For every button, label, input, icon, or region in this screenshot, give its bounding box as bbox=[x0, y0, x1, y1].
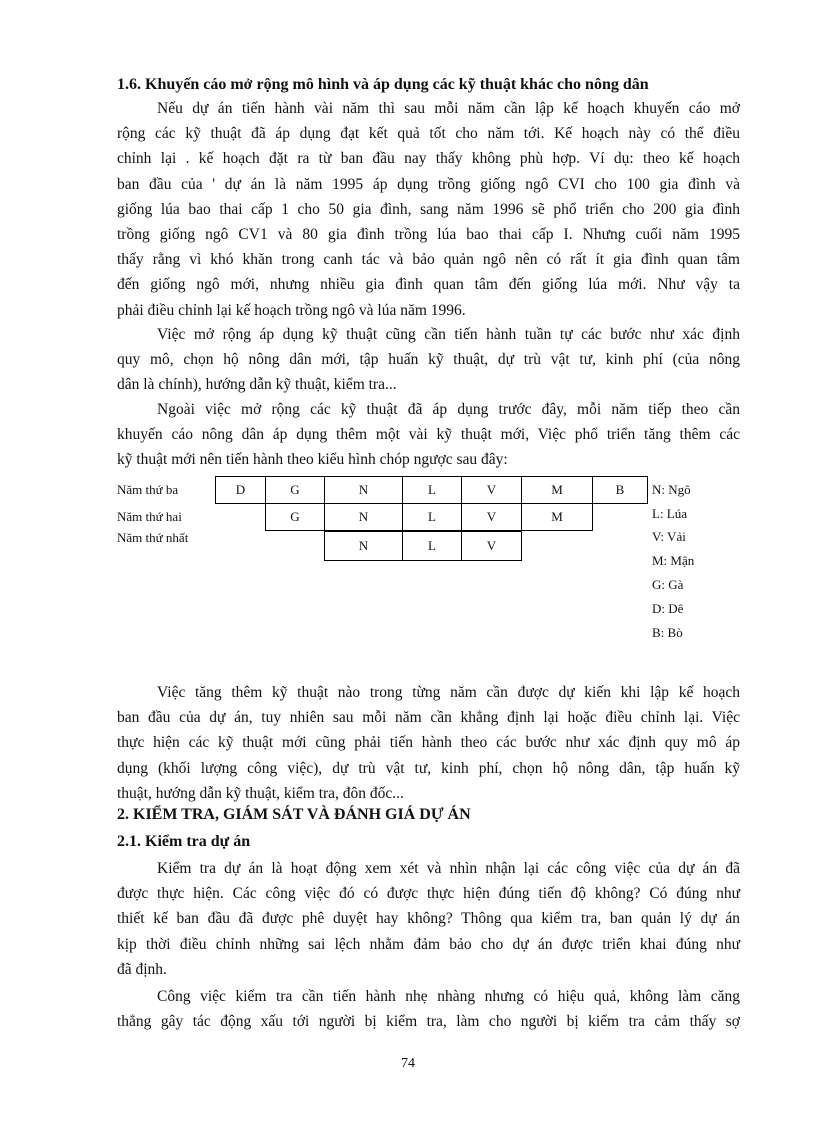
text-line: Công việc kiểm tra cần tiến hành nhẹ nhàng nhưng có hiệu quả, không làm căng bbox=[157, 988, 740, 1005]
legend-item: M: Mận bbox=[652, 553, 695, 568]
pyramid-cell: G bbox=[265, 476, 325, 504]
text-line: Việc mở rộng áp dụng kỹ thuật cũng cần tiến hành tuần tự các bước như xác định bbox=[157, 326, 740, 343]
text-line: Việc tăng thêm kỹ thuật nào trong từng năm cần được dự kiến khi lập kế hoạch bbox=[157, 684, 740, 701]
text-line: kịp thời điều chỉnh những sai lệch nhằm đảm bảo cho dự án được triển khai đúng như bbox=[117, 935, 740, 953]
pyramid-cell: V bbox=[461, 503, 522, 531]
text-line: ban đầu của dự án, tuy nhiên sau mỗi năm cần khẳng định lại hoặc điều chỉnh lại. Việc bbox=[117, 709, 740, 727]
text-line: chỉnh lại . kế hoạch đặt ra từ ban đầu nay thấy không phù hợp. Ví dụ: theo kế hoạch bbox=[117, 150, 740, 168]
section-1-6-paragraph-1 bbox=[117, 96, 740, 323]
legend-item: G: Gà bbox=[652, 577, 684, 592]
legend-item: D: Dê bbox=[652, 601, 684, 616]
legend-item: V: Vải bbox=[652, 529, 686, 544]
text-line: đến giống ngô mới, nhưng nhiều gia đình quan tâm đến giống lúa mới. Như vậy ta bbox=[117, 276, 740, 294]
text-line: Ngoài việc mở rộng các kỹ thuật đã áp dụng trước đây, mỗi năm tiếp theo cần bbox=[157, 401, 740, 418]
section-2-1-paragraph-2 bbox=[117, 984, 740, 1034]
pyramid-cell: V bbox=[461, 476, 522, 504]
text-line: trồng giống ngô CV1 và 80 gia đình trồng lúa bao thai cấp I. Nhưng cuối năm 1995 bbox=[117, 225, 740, 243]
text-line: giống lúa bao thai cấp 1 cho 50 gia đình, sang năm 1996 sẽ phổ triển cho 200 gia đình bbox=[117, 200, 740, 218]
pyramid-row-label: Năm thứ hai bbox=[117, 509, 182, 524]
text-line: thiết kế ban đầu đã được phê duyệt hay không? Thông qua kiểm tra, ban quản lý dự án bbox=[117, 910, 740, 928]
text-line: đã định. bbox=[117, 960, 167, 978]
text-line: thẳng gây tác động xấu tới người bị kiểm tra, làm cho người bị kiểm tra cảm thấy sợ bbox=[117, 1013, 740, 1031]
pyramid-cell: L bbox=[402, 503, 462, 531]
section-2-1-heading: 2.1. Kiểm tra dự án bbox=[117, 833, 251, 850]
pyramid-row-label: Năm thứ nhất bbox=[117, 530, 189, 545]
text-line: quy mô, chọn hộ nông dân mới, tập huấn kỹ thuật, dự trù vật tư, kinh phí (của nông bbox=[117, 351, 740, 369]
pyramid-cell: L bbox=[402, 531, 462, 561]
section-2-1-paragraph-1 bbox=[117, 856, 740, 982]
text-line: ban đầu của ' dự án là năm 1995 áp dụng trồng giống ngô CVI cho 100 gia đình và bbox=[117, 175, 740, 193]
text-line: dụng (khối lượng công việc), dự trù vật tư, kinh phí, chọn hộ nông dân, tập huấn kỹ bbox=[117, 759, 740, 777]
text-line: kỹ thuật mới nên tiến hành theo kiểu hình chóp ngược sau đây: bbox=[117, 451, 508, 469]
section-1-6-paragraph-2 bbox=[117, 322, 740, 398]
pyramid-cell: L bbox=[402, 476, 462, 504]
pyramid-cell: N bbox=[324, 476, 403, 504]
section-1-6-paragraph-3 bbox=[117, 397, 740, 473]
text-line: Kiểm tra dự án là hoạt động xem xét và nhìn nhận lại các công việc của dự án đã bbox=[157, 860, 740, 877]
text-line: khuyến cáo nông dân áp dụng thêm một vài kỹ thuật mới, Việc phổ triển tăng thêm các bbox=[117, 426, 740, 444]
pyramid-cell: D bbox=[215, 476, 266, 504]
text-line: Nếu dự án tiến hành vài năm thì sau mỗi năm cần lập kế hoạch khuyến cáo mở bbox=[157, 100, 740, 117]
text-line: dân là chính), hướng dẫn kỹ thuật, kiểm tra... bbox=[117, 376, 397, 394]
section-2-heading: 2. KIỂM TRA, GIÁM SÁT VÀ ĐÁNH GIÁ DỰ ÁN bbox=[117, 806, 471, 823]
section-1-6-heading: 1.6. Khuyến cáo mở rộng mô hình và áp dụng các kỹ thuật khác cho nông dân bbox=[117, 76, 649, 93]
text-line: thuật, hướng dẫn kỹ thuật, kiểm tra, đôn đốc... bbox=[117, 784, 404, 802]
page-number: 74 bbox=[401, 1056, 415, 1071]
pyramid-cell: G bbox=[265, 503, 325, 531]
text-line: phải điều chỉnh lại kế hoạch trồng ngô và lúa năm 1996. bbox=[117, 301, 466, 319]
pyramid-cell: V bbox=[461, 531, 522, 561]
legend-item: N: Ngô bbox=[652, 482, 691, 497]
pyramid-cell: M bbox=[521, 503, 593, 531]
pyramid-row-label: Năm thứ ba bbox=[117, 482, 179, 497]
text-line: được thực hiện. Các công việc đó có được thực hiện đúng tiến độ không? Có đúng như bbox=[117, 885, 740, 903]
text-line: thấy rằng vì khó khăn trong canh tác và bảo quản ngô nên có rất ít gia đình quan tâm bbox=[117, 251, 740, 269]
pyramid-cell: B bbox=[592, 476, 648, 504]
text-line: rộng các kỹ thuật đã áp dụng đạt kết quả tốt cho năm tới. Kế hoạch này có thể điều bbox=[117, 125, 740, 143]
pyramid-cell: N bbox=[324, 531, 403, 561]
legend-item: B: Bò bbox=[652, 625, 683, 640]
pyramid-cell: M bbox=[521, 476, 593, 504]
text-line: thực hiện các kỹ thuật mới cũng phải tiến hành theo các bước như xác định quy mô áp bbox=[117, 734, 740, 752]
legend-item: L: Lúa bbox=[652, 506, 688, 521]
paragraph-4 bbox=[117, 680, 740, 806]
pyramid-cell: N bbox=[324, 503, 403, 531]
